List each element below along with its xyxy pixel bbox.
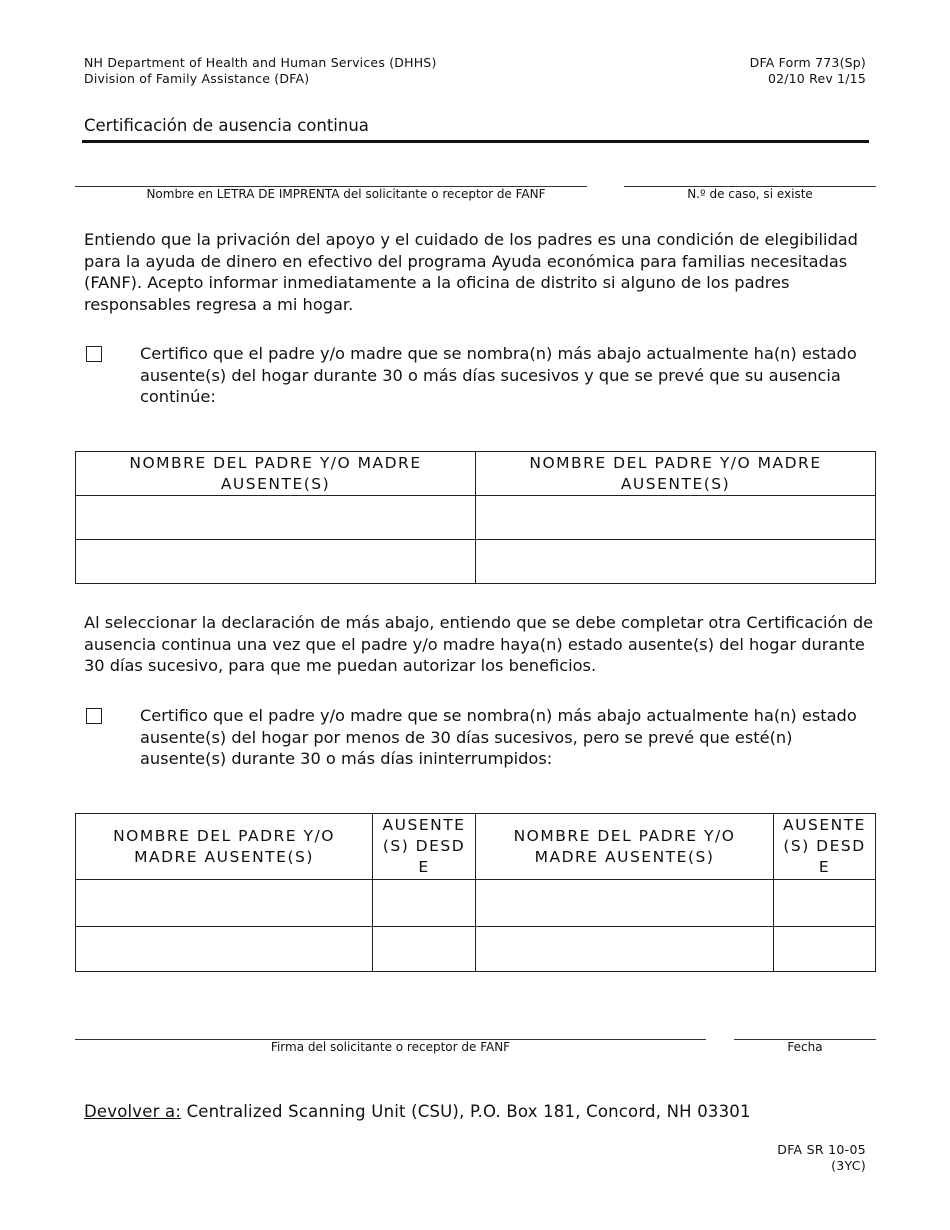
certification-2-text: Certifico que el padre y/o madre que se nombra(n) más abajo actualmente ha(n) estado ausente(s) del hogar por menos de 30 días sucesivos, pero se prevé que esté(n) ausente(s) durante 30 o más días ininterrumpidos: [140,706,857,768]
table-1-header-name: NOMBRE DEL PADRE Y/O MADRE AUSENTE(S) [476,452,876,496]
signature-label: Firma del solicitante o receptor de FANF [270,1040,511,1054]
table-2-cell-input[interactable] [476,927,774,972]
table-2-header-name: NOMBRE DEL PADRE Y/O MADRE AUSENTE(S) [476,814,774,880]
table-2-cell-input[interactable] [76,880,373,927]
absent-parents-table-1 [75,451,876,584]
footer-sub-code: (3YC) [831,1158,866,1173]
form-revision: 02/10 Rev 1/15 [767,71,866,86]
return-address [84,1102,751,1121]
table-2-cell-input[interactable] [774,880,876,927]
table-2-cell-input[interactable] [476,880,774,927]
case-number-label: N.º de caso, si existe [687,187,813,201]
department-name: NH Department of Health and Human Services (DHHS) [84,55,437,70]
agency-header [84,55,437,87]
table-1-header-name: NOMBRE DEL PADRE Y/O MADRE AUSENTE(S) [76,452,476,496]
table-1-cell-input[interactable] [476,540,876,584]
certification-1-text: Certifico que el padre y/o madre que se nombra(n) más abajo actualmente ha(n) estado ausente(s) del hogar durante 30 o más días sucesivos y que se prevé que su ausencia continúe: [140,344,857,406]
table-2-cell-input[interactable] [76,927,373,972]
table-1-cell-input[interactable] [476,496,876,540]
certification-2-checkbox[interactable] [86,708,102,724]
footer-code-block [700,1142,866,1174]
table-2-cell-input[interactable] [373,927,476,972]
table-2-header-name: NOMBRE DEL PADRE Y/O MADRE AUSENTE(S) [76,814,373,880]
date-label: Fecha [787,1040,823,1054]
table-2-cell-input[interactable] [373,880,476,927]
division-name: Division of Family Assistance (DFA) [84,71,310,86]
form-title: Certificación de ausencia continua [84,116,369,135]
return-label: Devolver a: [84,1102,182,1121]
table-2-cell-input[interactable] [774,927,876,972]
footer-code: DFA SR 10-05 [777,1142,866,1157]
applicant-name-label: Nombre en LETRA DE IMPRENTA del solicitante o receptor de FANF [146,187,546,201]
title-divider [82,140,869,143]
certification-1-checkbox[interactable] [86,346,102,362]
middle-paragraph: Al seleccionar la declaración de más abajo, entiendo que se debe completar otra Certificación de ausencia continua una vez que el padre y/o madre haya(n) estado ausente(s) del hogar durante 30 días sucesivo, para que me puedan autorizar los beneficios. [84,613,874,675]
form-id-block [600,55,866,87]
table-2-header-since: AUSENTE(S) DESDE [774,814,876,880]
table-1-cell-input[interactable] [76,496,476,540]
table-1-cell-input[interactable] [76,540,476,584]
intro-paragraph: Entiendo que la privación del apoyo y el cuidado de los padres es una condición de elegibilidad para la ayuda de dinero en efectivo del programa Ayuda económica para familias necesitadas (FANF). Acepto informar inmediatamente a la oficina de distrito si alguno de los padres responsables regresa a mi hogar. [84,230,858,314]
table-2-header-since: AUSENTE(S) DESDE [373,814,476,880]
absent-parents-table-2 [75,813,876,972]
form-number: DFA Form 773(Sp) [749,55,866,70]
return-address-text: Centralized Scanning Unit (CSU), P.O. Box 181, Concord, NH 03301 [181,1102,751,1121]
